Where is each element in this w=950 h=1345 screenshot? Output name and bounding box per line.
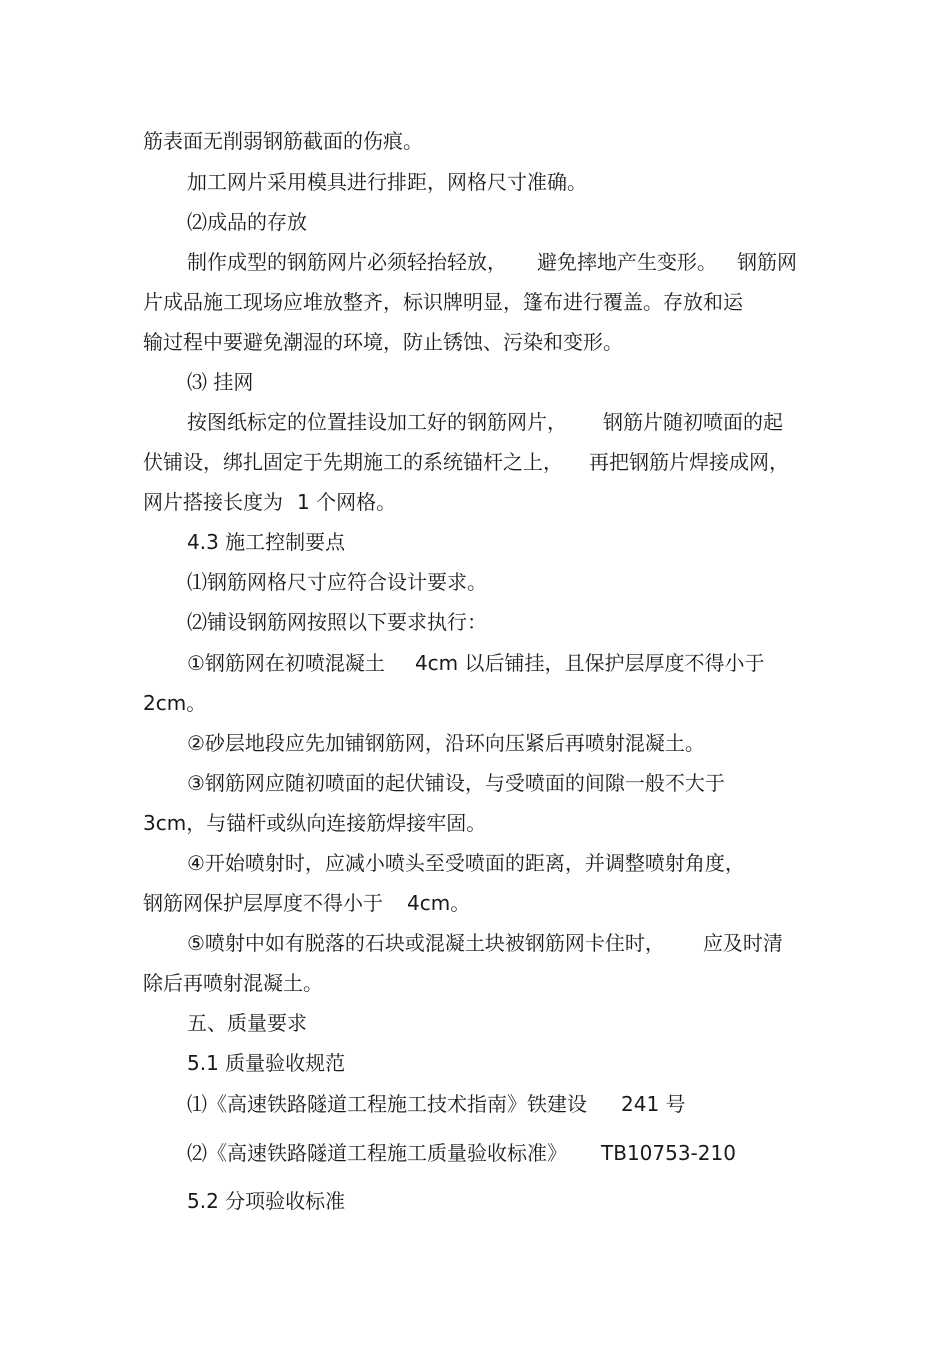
section-heading: 5.1 质量验收规范 <box>187 1051 346 1075</box>
text-segment: 应及时清 <box>702 931 783 955</box>
text-line <box>187 650 765 676</box>
text-line <box>187 930 783 956</box>
text-segment: 按图纸标定的位置挂设加工好的钢筋网片， <box>187 410 567 434</box>
text-line: ②砂层地段应先加铺钢筋网，沿环向压紧后再喷射混凝土。 <box>187 731 705 755</box>
text-line <box>187 1091 686 1117</box>
text-segment: 1 个网格。 <box>297 490 397 514</box>
text-segment: 4cm 以后铺挂，且保护层厚度不得小于 <box>414 651 765 675</box>
text-line <box>187 1140 736 1166</box>
text-line <box>143 890 470 916</box>
text-line: ⑵成品的存放 <box>187 210 307 234</box>
text-segment: 4cm。 <box>407 891 471 915</box>
text-segment: 网片搭接长度为 <box>143 490 283 514</box>
text-line: ④开始喷射时，应减小喷头至受喷面的距离，并调整喷射角度， <box>187 851 745 875</box>
text-line: 筋表面无削弱钢筋截面的伤痕。 <box>143 129 423 153</box>
section-heading: 五、质量要求 <box>187 1011 307 1035</box>
text-segment: 再把钢筋片焊接成网， <box>589 450 789 474</box>
text-segment: 241 号 <box>621 1092 686 1116</box>
text-line <box>143 449 789 475</box>
text-segment: ⑤喷射中如有脱落的石块或混凝土块被钢筋网卡住时， <box>187 931 665 955</box>
text-segment: ①钢筋网在初喷混凝土 <box>187 651 385 675</box>
text-line: ⑴钢筋网格尺寸应符合设计要求。 <box>187 570 487 594</box>
text-line: 3cm，与锚杆或纵向连接筋焊接牢固。 <box>143 811 487 835</box>
text-line <box>143 489 396 515</box>
text-segment: 钢筋网 <box>737 250 797 274</box>
text-line <box>187 409 783 435</box>
text-line <box>187 249 797 275</box>
section-heading: 4.3 施工控制要点 <box>187 530 346 554</box>
text-segment: 钢筋网保护层厚度不得小于 <box>143 891 383 915</box>
text-segment: 钢筋片随初喷面的起 <box>603 410 783 434</box>
text-line: 输过程中要避免潮湿的环境，防止锈蚀、污染和变形。 <box>143 330 623 354</box>
text-line: 片成品施工现场应堆放整齐，标识牌明显，篷布进行覆盖。存放和运 <box>143 290 743 314</box>
section-heading: 5.2 分项验收标准 <box>187 1189 346 1213</box>
text-line: ⑵铺设钢筋网按照以下要求执行： <box>187 610 487 634</box>
text-line: ③钢筋网应随初喷面的起伏铺设，与受喷面的间隙一般不大于 <box>187 771 725 795</box>
text-line: 除后再喷射混凝土。 <box>143 971 323 995</box>
text-segment: TB10753-210 <box>601 1141 736 1165</box>
text-segment: ⑴《高速铁路隧道工程施工技术指南》铁建设 <box>187 1092 587 1116</box>
text-segment: 避免摔地产生变形。 <box>537 250 717 274</box>
text-segment: ⑵《高速铁路隧道工程施工质量验收标准》 <box>187 1141 567 1165</box>
text-segment: 伏铺设，绑扎固定于先期施工的系统锚杆之上， <box>143 450 563 474</box>
text-line: 加工网片采用模具进行排距，网格尺寸准确。 <box>187 170 587 194</box>
text-line: ⑶ 挂网 <box>187 370 254 394</box>
text-line: 2cm。 <box>143 691 207 715</box>
text-segment: 制作成型的钢筋网片必须轻抬轻放， <box>187 250 507 274</box>
